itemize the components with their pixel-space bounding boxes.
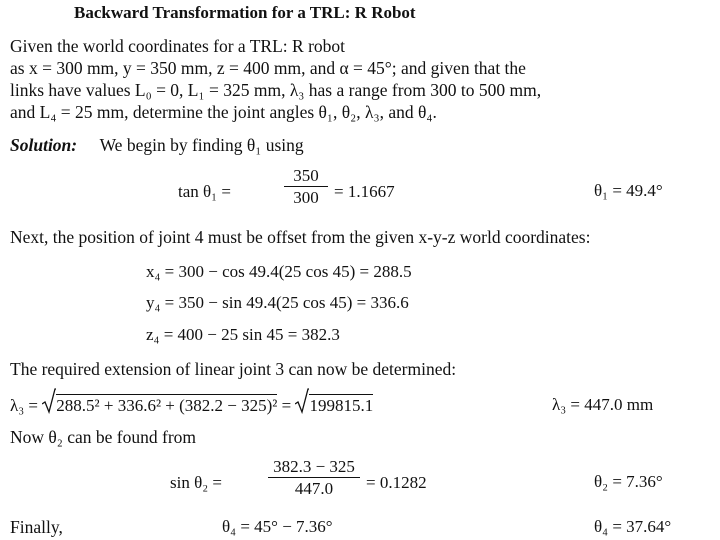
eq1-rhs: = 1.1667 xyxy=(334,182,395,201)
lambda-radicand-1: 288.5² + 336.6² + (382.2 − 325)² xyxy=(56,396,278,415)
eq2-fraction xyxy=(268,457,360,498)
lambda-radical-2 xyxy=(295,394,373,414)
z4-equation: z₄ = 400 − 25 sin 45 = 382.3 xyxy=(146,325,340,344)
theta2-intro: Now θ₂ can be found from xyxy=(10,427,197,447)
problem-line-1: Given the world coordinates for a TRL: R robot xyxy=(10,36,346,56)
eq1-numerator: 350 xyxy=(293,166,319,185)
x4-equation: x₄ = 300 − cos 49.4(25 cos 45) = 288.5 xyxy=(146,262,412,281)
eq2-numerator: 382.3 − 325 xyxy=(273,457,355,476)
solution-intro: We begin by finding θ₁ using xyxy=(99,135,304,155)
finally-label: Finally, xyxy=(10,517,63,537)
theta4-equation: θ₄ = 45° − 7.36° xyxy=(222,517,333,536)
eq2-rhs: = 0.1282 xyxy=(366,473,427,492)
problem-line-2: as x = 300 mm, y = 350 mm, z = 400 mm, and α = 45°; and given that the xyxy=(10,58,526,78)
eq1-result: θ₁ = 49.4° xyxy=(594,181,663,200)
lambda-radicand-2: 199815.1 xyxy=(309,396,374,415)
fraction-bar xyxy=(268,477,360,478)
fraction-bar xyxy=(284,186,328,187)
lambda-radical-1 xyxy=(42,394,277,414)
eq1-denominator: 300 xyxy=(293,188,319,207)
eq2-denominator: 447.0 xyxy=(294,479,334,498)
offset-intro: Next, the position of joint 4 must be offset from the given x-y-z world coordinates: xyxy=(10,227,591,247)
lambda-equals: = xyxy=(281,396,292,415)
problem-line-4: and L₄ = 25 mm, determine the joint angles θ₁, θ₂, λ₃, and θ₄. xyxy=(10,102,437,122)
eq1-fraction xyxy=(284,166,328,207)
lambda-lhs: λ₃ = xyxy=(10,396,39,415)
eq2-result: θ₂ = 7.36° xyxy=(594,472,663,491)
y4-equation: y₄ = 350 − sin 49.4(25 cos 45) = 336.6 xyxy=(146,293,409,312)
extension-intro: The required extension of linear joint 3 can now be determined: xyxy=(10,359,457,379)
eq2-lhs: sin θ₂ = xyxy=(170,473,222,492)
solution-label: Solution: xyxy=(10,135,78,155)
problem-line-3: links have values L₀ = 0, L₁ = 325 mm, λ₃ has a range from 300 to 500 mm, xyxy=(10,80,542,100)
theta4-result: θ₄ = 37.64° xyxy=(594,517,672,536)
page-title: Backward Transformation for a TRL: R Robot xyxy=(74,3,416,22)
lambda-result: λ₃ = 447.0 mm xyxy=(552,395,654,414)
eq1-lhs: tan θ₁ = xyxy=(178,182,231,201)
sqrt-icon xyxy=(42,388,56,414)
lambda-equation xyxy=(10,394,373,414)
sqrt-icon xyxy=(295,388,309,414)
solution-heading xyxy=(10,137,304,155)
